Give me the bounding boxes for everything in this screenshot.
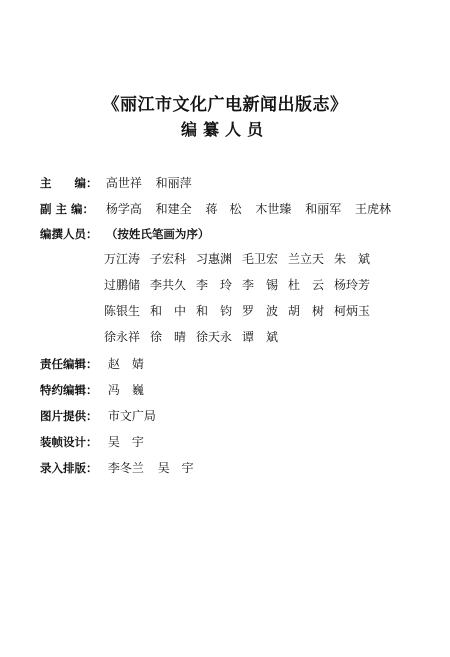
person-name: 朱 斌 — [334, 252, 371, 266]
person-name: 和 中 — [150, 304, 187, 318]
person-name: 木世臻 — [255, 202, 292, 216]
person-name: 和丽萍 — [155, 176, 192, 190]
person-name: 毛卫宏 — [242, 252, 279, 266]
person-name: 徐永祥 — [104, 330, 141, 344]
role-label: 录入排版： — [40, 461, 98, 475]
compilers-line-4 — [104, 330, 288, 344]
person-name: 柯炳玉 — [334, 304, 371, 318]
person-name: 谭 斌 — [242, 330, 279, 344]
compilers-row — [40, 227, 209, 241]
role-names — [106, 176, 202, 190]
person-name: 陈银生 — [104, 304, 141, 318]
person-name: 和丽军 — [305, 202, 342, 216]
person-name: 杨玲芳 — [334, 278, 371, 292]
role-label: 副 主 编： — [40, 202, 95, 216]
role-note: （按姓氏笔画为序） — [105, 227, 210, 241]
deputy-editor-row — [40, 202, 401, 216]
photo-provider-row — [40, 409, 166, 423]
person-name: 李冬兰 — [107, 461, 144, 475]
special-editor-row — [40, 383, 154, 397]
person-name: 过鹏储 — [104, 278, 141, 292]
book-title: 《丽江市文化广电新闻出版志》 — [102, 95, 348, 115]
person-name: 徐天永 — [196, 330, 233, 344]
person-name: 蒋 松 — [205, 202, 242, 216]
person-name: 吴 宇 — [107, 435, 144, 449]
role-names — [108, 357, 154, 371]
design-row — [40, 435, 154, 449]
responsible-editor-row — [40, 357, 154, 371]
person-name: 李共久 — [150, 278, 187, 292]
role-label: 责任编辑： — [40, 357, 98, 371]
typesetting-row — [40, 461, 204, 475]
person-name: 和 钧 — [196, 304, 233, 318]
person-name: 子宏科 — [150, 252, 187, 266]
role-label: 特约编辑： — [40, 383, 98, 397]
person-name: 李 玲 — [196, 278, 233, 292]
role-names — [108, 409, 166, 423]
person-name: 赵 婧 — [107, 357, 144, 371]
role-label: 主 编： — [40, 176, 98, 190]
person-name: 冯 巍 — [107, 383, 144, 397]
role-label: 编撰人员： — [40, 227, 98, 241]
compilers-line-1 — [104, 252, 380, 266]
person-name: 罗 波 — [242, 304, 279, 318]
person-name: 杨学高 — [105, 202, 142, 216]
provider-name: 市文广局 — [107, 409, 156, 423]
role-label: 图片提供： — [40, 409, 98, 423]
compilers-line-2 — [104, 278, 380, 292]
compilers-line-3 — [104, 304, 380, 318]
person-name: 习惠渊 — [196, 252, 233, 266]
person-name: 徐 晴 — [150, 330, 187, 344]
role-label: 装帧设计： — [40, 435, 98, 449]
person-name: 李 锡 — [242, 278, 279, 292]
person-name: 和建全 — [155, 202, 192, 216]
chief-editor-row — [40, 176, 202, 190]
person-name: 吴 宇 — [157, 461, 194, 475]
role-names — [106, 202, 401, 216]
person-name: 杜 云 — [288, 278, 325, 292]
role-names — [108, 461, 204, 475]
page-subtitle: 编纂人员 — [180, 120, 269, 139]
role-names — [108, 435, 154, 449]
role-names — [108, 383, 154, 397]
person-name: 高世祥 — [105, 176, 142, 190]
person-name: 兰立天 — [288, 252, 325, 266]
person-name: 胡 树 — [288, 304, 325, 318]
person-name: 万江涛 — [104, 252, 141, 266]
person-name: 王虎林 — [355, 202, 392, 216]
